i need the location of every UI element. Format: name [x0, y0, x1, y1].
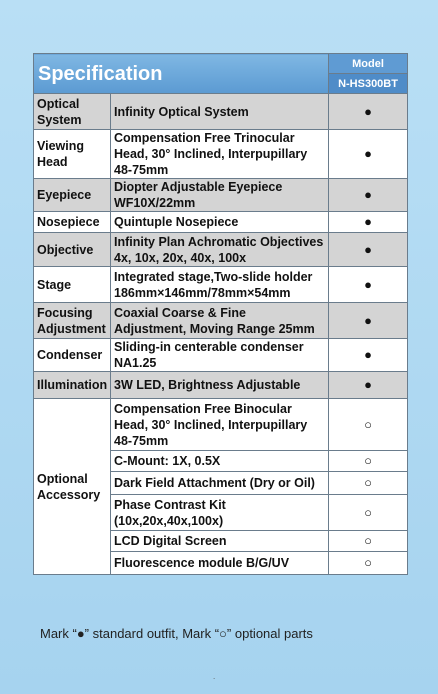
standard-mark: ●	[329, 179, 408, 212]
standard-mark: ●	[329, 339, 408, 372]
standard-mark: ●	[329, 94, 408, 130]
row-label: Stage	[34, 267, 111, 303]
table-row	[34, 399, 408, 451]
table-row	[34, 130, 408, 179]
standard-mark: ●	[329, 303, 408, 339]
standard-mark: ●	[329, 372, 408, 399]
optional-item-value: Compensation Free Binocular Head, 30° Inclined, Interpupillary 48-75mm	[111, 399, 329, 451]
table-row	[34, 94, 408, 130]
optional-mark: ○	[329, 472, 408, 495]
table-row	[34, 267, 408, 303]
optional-mark: ○	[329, 495, 408, 531]
standard-mark: ●	[329, 267, 408, 303]
standard-mark: ●	[329, 233, 408, 267]
row-value: Infinity Plan Achromatic Objectives 4x, 10x, 20x, 40x, 100x	[111, 233, 329, 267]
table-row	[34, 303, 408, 339]
optional-mark: ○	[329, 552, 408, 575]
row-value: Sliding-in centerable condenser NA1.25	[111, 339, 329, 372]
standard-mark: ●	[329, 212, 408, 233]
model-label: Model	[329, 54, 408, 74]
optional-mark: ○	[329, 399, 408, 451]
row-value: Quintuple Nosepiece	[111, 212, 329, 233]
optional-mark: ○	[329, 531, 408, 552]
optional-item-value: Phase Contrast Kit (10x,20x,40x,100x)	[111, 495, 329, 531]
row-value: Integrated stage,Two-slide holder 186mm×146mm/78mm×54mm	[111, 267, 329, 303]
optional-item-value: LCD Digital Screen	[111, 531, 329, 552]
table-row	[34, 372, 408, 399]
table-title: Specification	[34, 54, 329, 94]
row-label: Condenser	[34, 339, 111, 372]
optional-item-value: Dark Field Attachment (Dry or Oil)	[111, 472, 329, 495]
row-label: Illumination	[34, 372, 111, 399]
table-row	[34, 233, 408, 267]
row-label: Nosepiece	[34, 212, 111, 233]
row-label: Eyepiece	[34, 179, 111, 212]
row-value: 3W LED, Brightness Adjustable	[111, 372, 329, 399]
row-value: Coaxial Coarse & Fine Adjustment, Moving Range 25mm	[111, 303, 329, 339]
specification-table	[33, 53, 408, 575]
model-code: N-HS300BT	[329, 74, 408, 94]
row-value: Compensation Free Trinocular Head, 30° Inclined, Interpupillary 48-75mm	[111, 130, 329, 179]
optional-item-value: C-Mount: 1X, 0.5X	[111, 451, 329, 472]
optional-item-value: Fluorescence module B/G/UV	[111, 552, 329, 575]
optional-mark: ○	[329, 451, 408, 472]
row-label: Optical System	[34, 94, 111, 130]
table-row	[34, 339, 408, 372]
row-label: Focusing Adjustment	[34, 303, 111, 339]
table-row	[34, 179, 408, 212]
table-row	[34, 212, 408, 233]
row-label: Objective	[34, 233, 111, 267]
row-value: Infinity Optical System	[111, 94, 329, 130]
row-label: Viewing Head	[34, 130, 111, 179]
page-dot: .	[213, 672, 216, 681]
legend-footer: Mark “●” standard outfit, Mark “○” optional parts	[40, 626, 313, 641]
optional-accessory-label: Optional Accessory	[34, 399, 111, 575]
row-value: Diopter Adjustable Eyepiece WF10X/22mm	[111, 179, 329, 212]
standard-mark: ●	[329, 130, 408, 179]
